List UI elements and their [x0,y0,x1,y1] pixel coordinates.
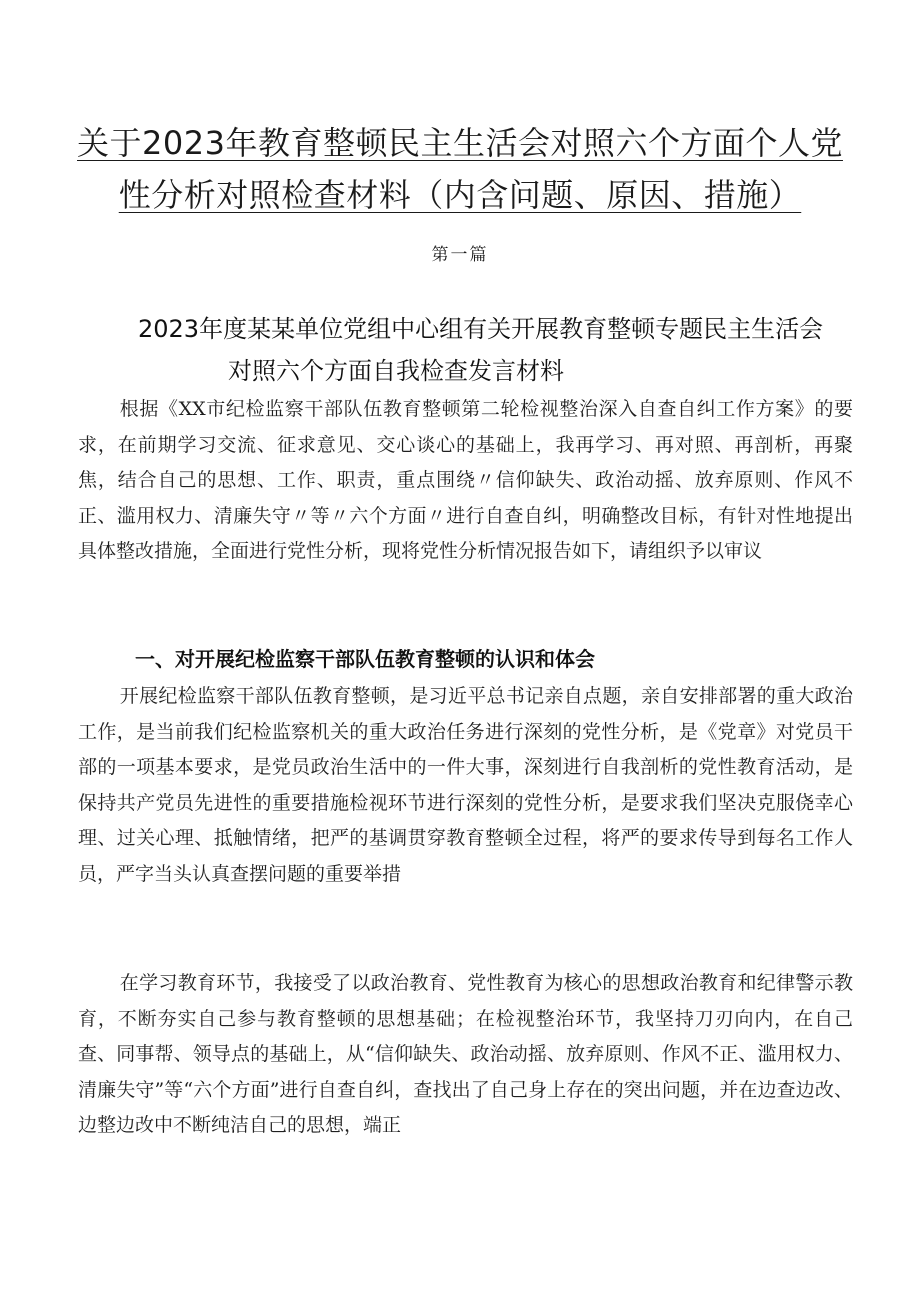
section-heading: 一、对开展纪检监察干部队伍教育整顿的认识和体会 [135,647,595,671]
body-paragraph: 开展纪检监察干部队伍教育整顿，是习近平总书记亲自点题，亲自安排部署的重大政治工作，是当前我们纪检监察机关的重大政治任务进行深刻的党性分析，是《党章》对党员干部的一项基本要求，是党员政治生活中的一件大事，深刻进行自我剖析的党性教育活动，是保持共产党员先进性的重要措施检视环节进行深刻的党性分析，是要求我们坚决克服侥幸心理、过关心理、抵触情绪，把严的基调贯穿教育整顿全过程，将严的要求传导到每名工作人员，严字当头认真查摆问题的重要举措 [78,685,853,885]
chapter-label: 第一篇 [431,245,489,265]
subtitle-line-1: 2023年度某某单位党组中心组有关开展教育整顿专题民主生活会 [138,315,824,343]
body-paragraph: 在学习教育环节，我接受了以政治教育、党性教育为核心的思想政治教育和纪律警示教育，不断夯实自己参与教育整顿的思想基础；在检视整治环节，我坚持刀刃向内，在自己查、同事帮、领导点的基础上，从“信仰缺失、政治动摇、放弃原则、作风不正、滥用权力、清廉失守”等“六个方面”进行自查自纠，查找出了自己身上存在的突出问题，并在边查边改、边整边改中不断纯洁自己的思想，端正 [78,972,853,1137]
intro-paragraph: 根据《XX市纪检监察干部队伍教育整顿第二轮检视整治深入自查自纠工作方案》的要求，在前期学习交流、征求意见、交心谈心的基础上，我再学习、再对照、再剖析，再聚焦，结合自己的思想、工作、职责，重点围绕〃信仰缺失、政治动摇、放弃原则、作风不正、滥用权力、清廉失守〃等〃六个方面〃进行自查自纠，明确整改目标，有针对性地提出具体整改措施，全面进行党性分析，现将党性分析情况报告如下，请组织予以审议 [78,398,853,563]
subtitle-line-2: 对照六个方面自我检查发言材料 [228,357,564,385]
document-title-line-1: 关于2023年教育整顿民主生活会对照六个方面个人党 [77,124,843,162]
document-title-line-2: 性分析对照检查材料（内含问题、原因、措施） [118,176,802,214]
